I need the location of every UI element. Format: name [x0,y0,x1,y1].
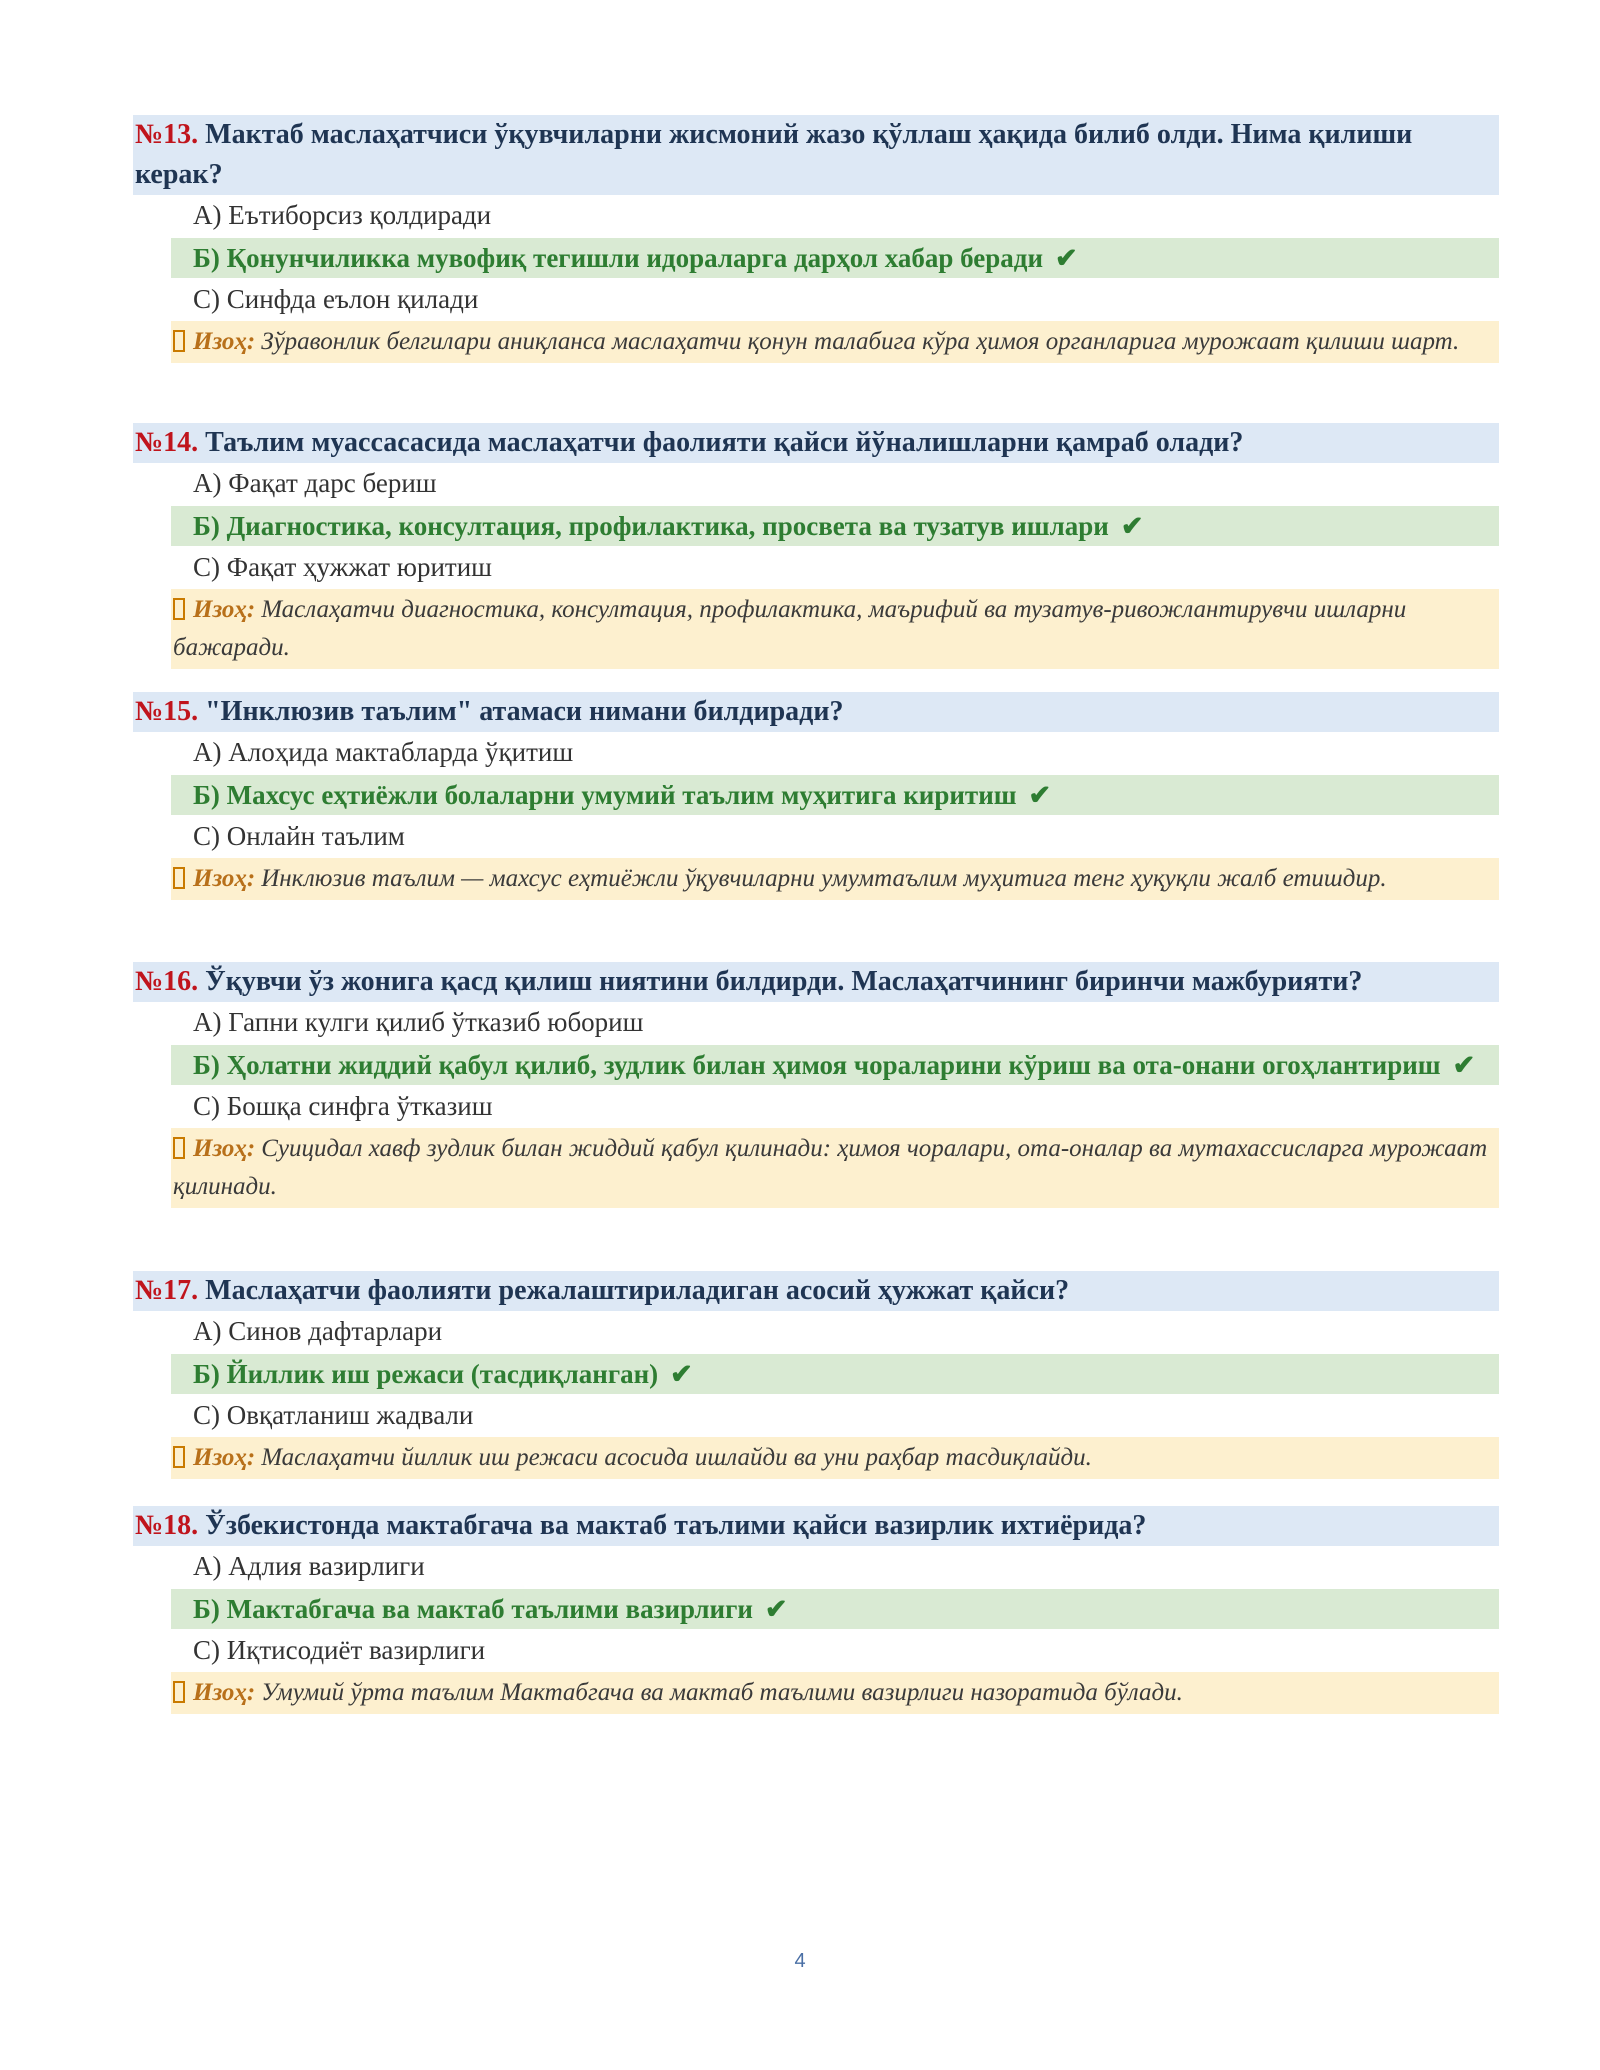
option-b-text: Б) Диагностика, консултация, профилактика, просвета ва тузатув ишлари [193,511,1109,541]
option-c: С) Онлайн таълим [193,821,405,851]
question-heading [133,962,1499,1002]
option-b-correct [171,506,1499,546]
note-text: Инклюзив таълим — махсус еҳтиёжли ўқувчиларни умумтаълим муҳитига тенг ҳуқуқли жалб етишдир. [261,865,1387,892]
option-b-text: Б) Йиллик иш режаси (тасдиқланган) [193,1359,659,1389]
question-text: "Инклюзив таълим" атамаси нимани билдиради? [205,696,844,727]
note-icon [173,867,185,889]
option-b-text: Б) Ҳолатни жиддий қабул қилиб, зудлик билан ҳимоя чораларини кўриш ва ота-онани огоҳлантириш [193,1050,1441,1080]
question-number: №13. [135,119,199,150]
option-c: С) Синфда еълон қилади [193,284,479,314]
option-c: С) Бошқа синфга ўтказиш [193,1091,493,1121]
question-heading [133,1506,1499,1546]
question-heading [133,692,1499,732]
question-14 [133,423,1499,669]
note-icon [173,1681,185,1703]
explanation-note [171,321,1499,363]
note-text: Суицидал хавф зудлик билан жиддий қабул қилинади: ҳимоя чоралари, ота-оналар ва мутахассисларга мурожаат қилинади. [173,1135,1488,1200]
note-label: Изоҳ: [193,1679,256,1706]
question-18 [133,1506,1499,1714]
question-heading [133,115,1499,195]
question-number: №15. [135,696,199,727]
check-icon: ✔ [670,1359,693,1389]
note-label: Изоҳ: [193,1135,256,1162]
note-icon [173,1446,185,1468]
option-a: А) Адлия вазирлиги [193,1551,425,1581]
question-number: №16. [135,966,199,997]
question-number: №17. [135,1275,199,1306]
note-text: Зўравонлик белгилари аниқланса маслаҳатчи қонун талабига кўра ҳимоя органларига мурожаат қилиши шарт. [261,328,1460,355]
question-text: Маслаҳатчи фаолияти режалаштириладиган асосий ҳужжат қайси? [205,1275,1070,1306]
question-text: Ўқувчи ўз жонига қасд қилиш ниятини билдирди. Маслаҳатчининг биринчи мажбурияти? [205,966,1363,997]
note-label: Изоҳ: [193,865,256,892]
check-icon: ✔ [1028,780,1052,810]
option-b-text: Б) Мактабгача ва мактаб таълими вазирлиги [193,1594,753,1624]
option-a: А) Гапни кулги қилиб ўтказиб юбориш [193,1007,644,1037]
explanation-note [171,1128,1499,1208]
option-b-text: Б) Махсус еҳтиёжли болаларни умумий таълим муҳитига киритиш [193,780,1017,810]
check-icon: ✔ [1452,1050,1476,1080]
option-c: С) Овқатланиш жадвали [193,1400,474,1430]
check-icon: ✔ [764,1594,788,1624]
question-15 [133,692,1499,900]
question-text: Мактаб маслаҳатчиси ўқувчиларни жисмоний жазо қўллаш ҳақида билиб олди. Нима қилиши керак? [135,119,1413,190]
note-text: Умумий ўрта таълим Мактабгача ва мактаб таълими вазирлиги назоратида бўлади. [261,1679,1183,1706]
question-number: №18. [135,1510,199,1541]
option-b-correct [171,775,1499,815]
option-b-correct [171,1589,1499,1629]
option-b-correct [171,1354,1499,1394]
note-icon [173,330,185,352]
question-number: №14. [135,427,199,458]
option-a: А) Алоҳида мактабларда ўқитиш [193,737,574,767]
check-icon: ✔ [1120,511,1144,541]
option-a: А) Еътиборсиз қолдиради [193,200,492,230]
note-icon [173,1137,185,1159]
question-13 [133,115,1499,363]
explanation-note [171,1437,1499,1479]
question-text: Таълим муассасасида маслаҳатчи фаолияти қайси йўналишларни қамраб олади? [205,427,1244,458]
option-b-correct [171,1045,1499,1085]
note-label: Изоҳ: [193,328,256,355]
question-text: Ўзбекистонда мактабгача ва мактаб таълими қайси вазирлик ихтиёрида? [205,1510,1147,1541]
note-label: Изоҳ: [193,1444,256,1471]
option-c: С) Иқтисодиёт вазирлиги [193,1635,486,1665]
explanation-note [171,589,1499,669]
page-number: 4 [794,1950,806,1972]
question-17 [133,1271,1499,1479]
question-heading [133,1271,1499,1311]
option-b-correct [171,238,1499,278]
option-c: С) Фақат ҳужжат юритиш [193,552,492,582]
option-b-text: Б) Қонунчиликка мувофиқ тегишли идораларга дарҳол хабар беради [193,243,1043,273]
option-a: А) Фақат дарс бериш [193,468,437,498]
question-16 [133,962,1499,1208]
option-a: А) Синов дафтарлари [193,1316,443,1346]
note-text: Маслаҳатчи диагностика, консултация, профилактика, маърифий ва тузатув-ривожлантирувчи ишларни бажаради. [173,596,1407,661]
note-label: Изоҳ: [193,596,256,623]
check-icon: ✔ [1055,243,1078,273]
question-heading [133,423,1499,463]
explanation-note [171,1672,1499,1714]
note-text: Маслаҳатчи йиллик иш режаси асосида ишлайди ва уни раҳбар тасдиқлайди. [261,1444,1092,1471]
note-icon [173,598,185,620]
explanation-note [171,858,1499,900]
